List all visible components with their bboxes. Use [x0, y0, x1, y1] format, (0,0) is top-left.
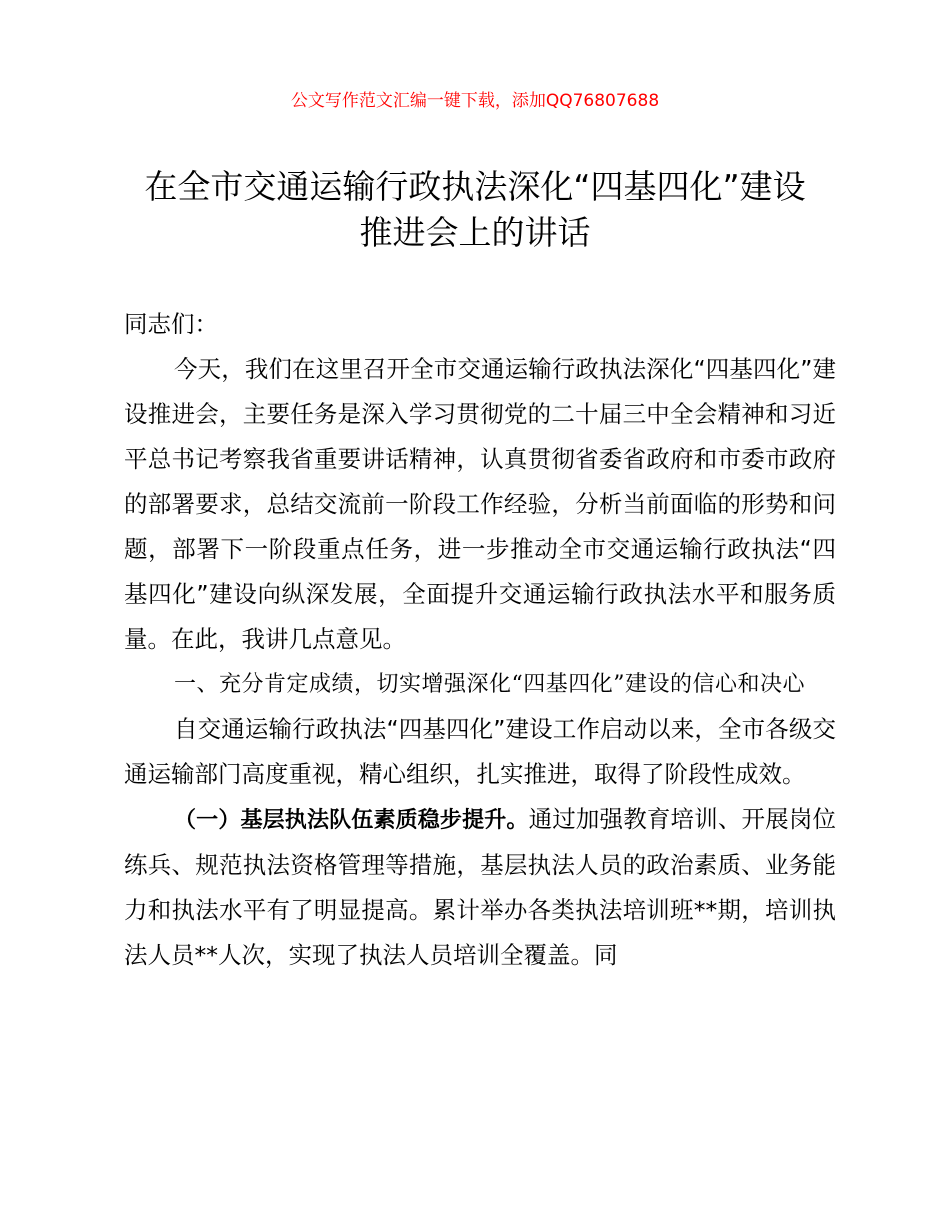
item-1-lead: （一）基层执法队伍素质稳步提升。 — [174, 807, 529, 833]
document-body — [124, 302, 836, 978]
intro-paragraph: 今天，我们在这里召开全市交通运输行政执法深化“四基四化”建设推进会，主要任务是深入学习贯彻党的二十届三中全会精神和习近平总书记考察我省重要讲话精神，认真贯彻省委省政府和市委市政府的部署要求，总结交流前一阶段工作经验，分析当前面临的形势和问题，部署下一阶段重点任务，进一步推动全市交通运输行政执法“四基四化”建设向纵深发展，全面提升交通运输行政执法水平和服务质量。在此，我讲几点意见。 — [124, 355, 836, 653]
title-line-2: 推进会上的讲话 — [359, 213, 591, 252]
salutation: 同志们： — [124, 310, 218, 338]
watermark-banner: 公文写作范文汇编一键下载，添加QQ76807688 — [290, 91, 660, 111]
section-1-paragraph: 自交通运输行政执法“四基四化”建设工作启动以来，全市各级交通运输部门高度重视，精心组织，扎实推进，取得了阶段性成效。 — [124, 715, 836, 788]
item-1-text: 通过加强教育培训、开展岗位练兵、规范执法资格管理等措施，基层执法人员的政治素质、业务能力和执法水平有了明显提高。累计举办各类执法培训班**期，培训执法人员**人次，实现了执法人员培训全覆盖。同 — [124, 805, 836, 969]
document-title — [100, 164, 850, 256]
title-line-1: 在全市交通运输行政执法深化“四基四化”建设 — [144, 167, 806, 206]
item-1-paragraph — [124, 797, 836, 978]
section-1-heading: 一、充分肯定成绩，切实增强深化“四基四化”建设的信心和决心 — [174, 672, 805, 697]
